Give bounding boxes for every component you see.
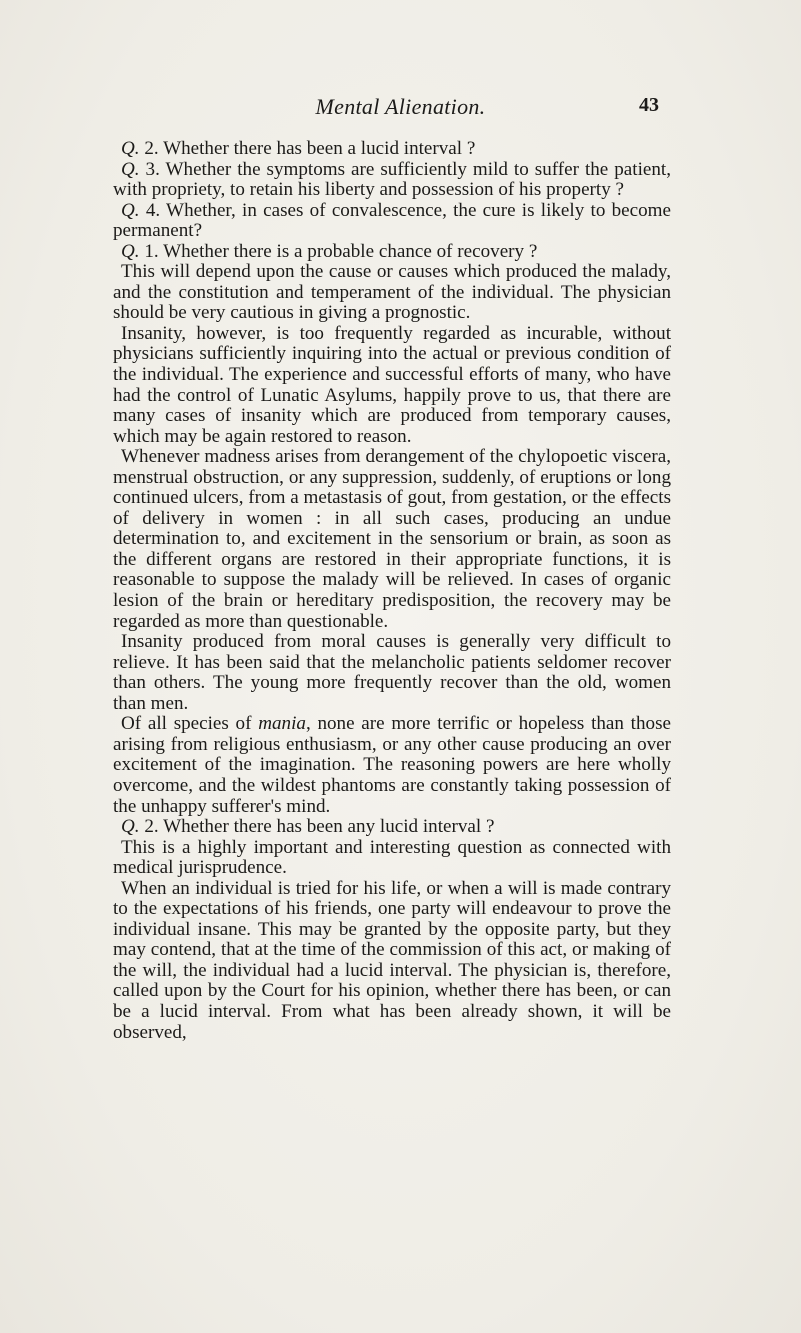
body-text xyxy=(113,139,671,1043)
question-chance-of-recovery: Q. 1. Whether there is a probable chance of recovery ? xyxy=(121,240,538,262)
question-marker: Q. xyxy=(121,199,140,221)
paragraph: When an individual is tried for his life, or when a will is made contrary to the expectations of his friends, one party will endeavour to prove the individual insane. This may be granted by the opposite party, but they may contend, that at the time of the commission of this act, or making of the will, the individual had a lucid interval. The physician is, therefore, called upon by the Court for his opinion, whether there has been, or can be a lucid interval. From what has been already shown, it will be observed, xyxy=(113,877,671,1043)
question-any-lucid-interval: Q. 2. Whether there has been any lucid interval ? xyxy=(121,816,495,838)
question-symptoms-mild: Q. 3. Whether the symptoms are sufficiently mild to suffer the patient, with propriety, to retain his liberty and possession of his property ? xyxy=(113,158,671,201)
question-marker: Q. xyxy=(121,138,140,159)
paragraph: Insanity produced from moral causes is generally very difficult to relieve. It has been said that the melancholic patients seldomer recover than others. The young more frequently recover than the old, women than men. xyxy=(113,631,671,714)
paragraph: Of all species of mania, none are more terrific or hopeless than those arising from religious enthusiasm, or any other cause producing an over excitement of the imagination. The reasoning powers are here wholly overcome, and the wildest phantoms are constantly taking possession of the unhappy sufferer's mind. xyxy=(113,713,671,817)
paragraph: Insanity, however, is too frequently regarded as incurable, without physicians sufficiently inquiring into the actual or previous condition of the individual. The experience and successful efforts of many, who have had the control of Lunatic Asylums, happily prove to us, that there are many cases of insanity which are produced from temporary causes, which may be again restored to reason. xyxy=(113,322,671,447)
italic-term: mania xyxy=(258,713,306,735)
question-marker: Q. xyxy=(121,816,140,838)
question-marker: Q. xyxy=(121,158,140,180)
question-lucid-interval: Q. 2. Whether there has been a lucid interval ? xyxy=(121,138,476,159)
page-header xyxy=(0,94,801,124)
question-cure-permanent: Q. 4. Whether, in cases of convalescence, the cure is likely to become permanent? xyxy=(113,199,671,242)
running-title: Mental Alienation. xyxy=(315,94,486,119)
question-marker: Q. xyxy=(121,240,140,262)
paragraph: Whenever madness arises from derangement of the chylopoetic viscera, menstrual obstruction, or any suppression, suddenly, of eruptions or long continued ulcers, from a metastasis of gout, from gestation, or the effects of delivery in women : in all such cases, producing an undue determination to, and excitement in the sensorium or brain, as soon as the different organs are restored in their appropriate functions, it is reasonable to suppose the malady will be relieved. In cases of organic lesion of the brain or hereditary predisposition, the recovery may be regarded as more than questionable. xyxy=(113,446,671,632)
paragraph: This will depend upon the cause or causes which produced the malady, and the constitution and temperament of the individual. The physician should be very cautious in giving a prognostic. xyxy=(113,261,671,324)
page-number: 43 xyxy=(639,94,659,116)
paragraph: This is a highly important and interesting question as connected with medical jurisprudence. xyxy=(113,836,671,879)
